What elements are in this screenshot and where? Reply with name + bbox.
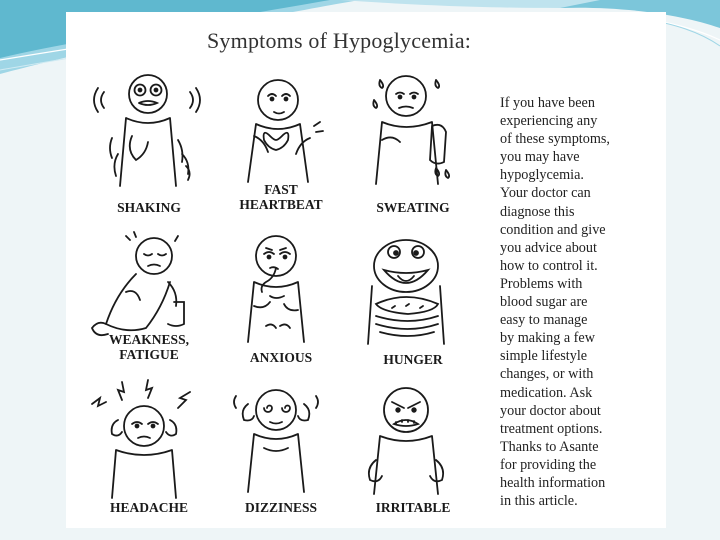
symptom-label: HEADACHE xyxy=(109,500,188,515)
page-title: Symptoms of Hypoglycemia: xyxy=(207,28,472,53)
symptom-label: SHAKING xyxy=(117,200,181,215)
symptom-label: IRRITABLE xyxy=(375,500,451,515)
irritable-figure-icon xyxy=(346,376,480,500)
hungry-figure-icon xyxy=(346,226,480,350)
symptom-label: SWEATING xyxy=(376,200,450,215)
info-paragraph: If you have been experiencing any of these symptoms, you may have hypoglycemia. Your doctor can diagnose this condition and give you advice about how to control it. Problems with blood sugar are easy to manage by making a few simple lifestyle changes, or with medication. Ask your doctor about treatment options. Thanks to Asante for providing the health information in this article. xyxy=(500,95,610,510)
symptom-label: ANXIOUS xyxy=(249,350,313,365)
headache-figure-icon xyxy=(82,376,216,500)
symptom-label: HUNGER xyxy=(383,352,443,367)
sweating-figure-icon xyxy=(346,66,480,190)
symptom-label: WEAKNESS, FATIGUE xyxy=(109,332,189,362)
symptom-shaking xyxy=(82,66,216,216)
symptom-dizziness xyxy=(214,376,348,526)
symptom-anxious xyxy=(214,226,348,376)
dizzy-figure-icon xyxy=(214,376,348,500)
symptom-headache xyxy=(82,376,216,526)
heart-figure-icon xyxy=(214,66,348,190)
symptom-weakness-fatigue xyxy=(82,226,216,376)
symptom-irritable xyxy=(346,376,480,526)
shaking-figure-icon xyxy=(82,66,216,190)
symptom-sweating xyxy=(346,66,480,216)
symptom-fast-heartbeat xyxy=(214,66,348,216)
symptom-hunger xyxy=(346,226,480,376)
anxious-figure-icon xyxy=(214,226,348,350)
symptom-label: FAST HEARTBEAT xyxy=(239,182,323,212)
symptom-label: DIZZINESS xyxy=(244,500,318,515)
